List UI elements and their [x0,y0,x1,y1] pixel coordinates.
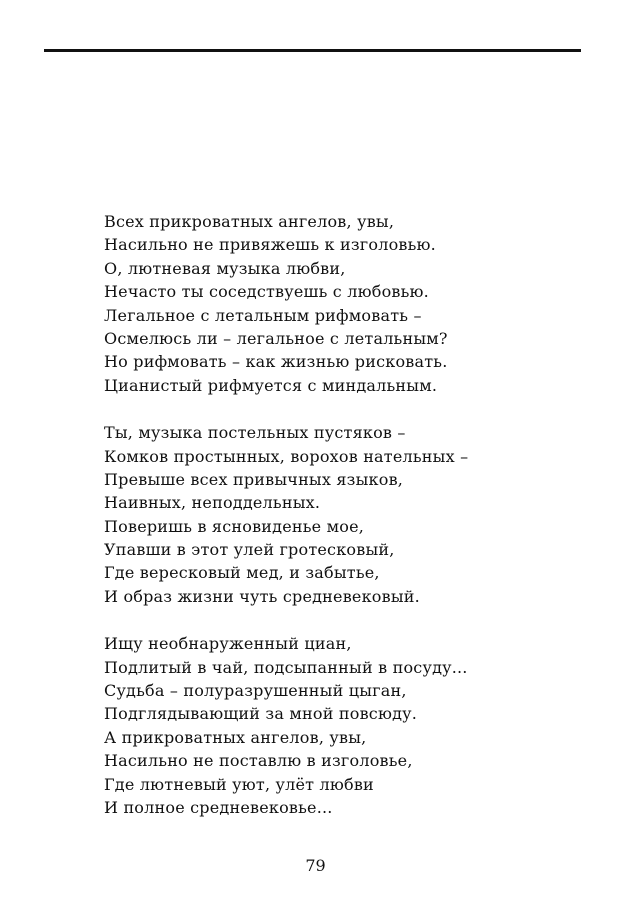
poem-line: Цианистый рифмуется с миндальным. [104,375,438,395]
poem-line: О, лютневая музыка любви, [104,258,346,278]
poem-line: Подлитый в чай, подсыпанный в посуду... [104,657,468,677]
poem-line: Но рифмовать – как жизнью рисковать. [104,352,448,372]
poem-line: Судьба – полуразрушенный цыган, [104,681,407,701]
poem-line: Всех прикроватных ангелов, увы, [104,212,395,231]
poem-line: Подглядывающий за мной повсюду. [104,704,418,724]
poem [104,210,604,843]
poem-line: Наивных, неподдельных. [104,493,321,513]
stanza-2 [104,421,604,608]
stanza-1 [104,210,604,397]
poem-line: Легальное с летальным рифмовать – [104,305,422,325]
poem-line: Поверишь в ясновиденье мое, [104,516,365,536]
poem-line: Где лютневый уют, улёт любви [104,774,374,794]
poem-line: Осмелюсь ли – легальное с летальным? [104,328,448,348]
poem-line: Нечасто ты соседствуешь с любовью. [104,282,429,302]
poem-line: Ты, музыка постельных пустяков – [104,423,406,443]
poem-line: Насильно не поставлю в изголовье, [104,751,413,771]
poem-line: Упавши в этот улей гротесковый, [104,540,395,560]
poem-line: И полное средневековье... [104,797,333,817]
poem-line: Комков простынных, ворохов нательных – [104,446,469,466]
header-rule [44,49,581,52]
poem-line: Где вересковый мед, и забытье, [104,563,380,583]
stanza-3 [104,632,604,819]
poem-line: И образ жизни чуть средневековый. [104,586,420,606]
poem-line: Превыше всех привычных языков, [104,469,404,489]
page-number: 79 [305,856,326,875]
poem-line: А прикроватных ангелов, увы, [104,727,367,747]
poem-line: Насильно не привяжешь к изголовью. [104,235,436,255]
poem-line: Ищу необнаруженный циан, [104,634,352,654]
